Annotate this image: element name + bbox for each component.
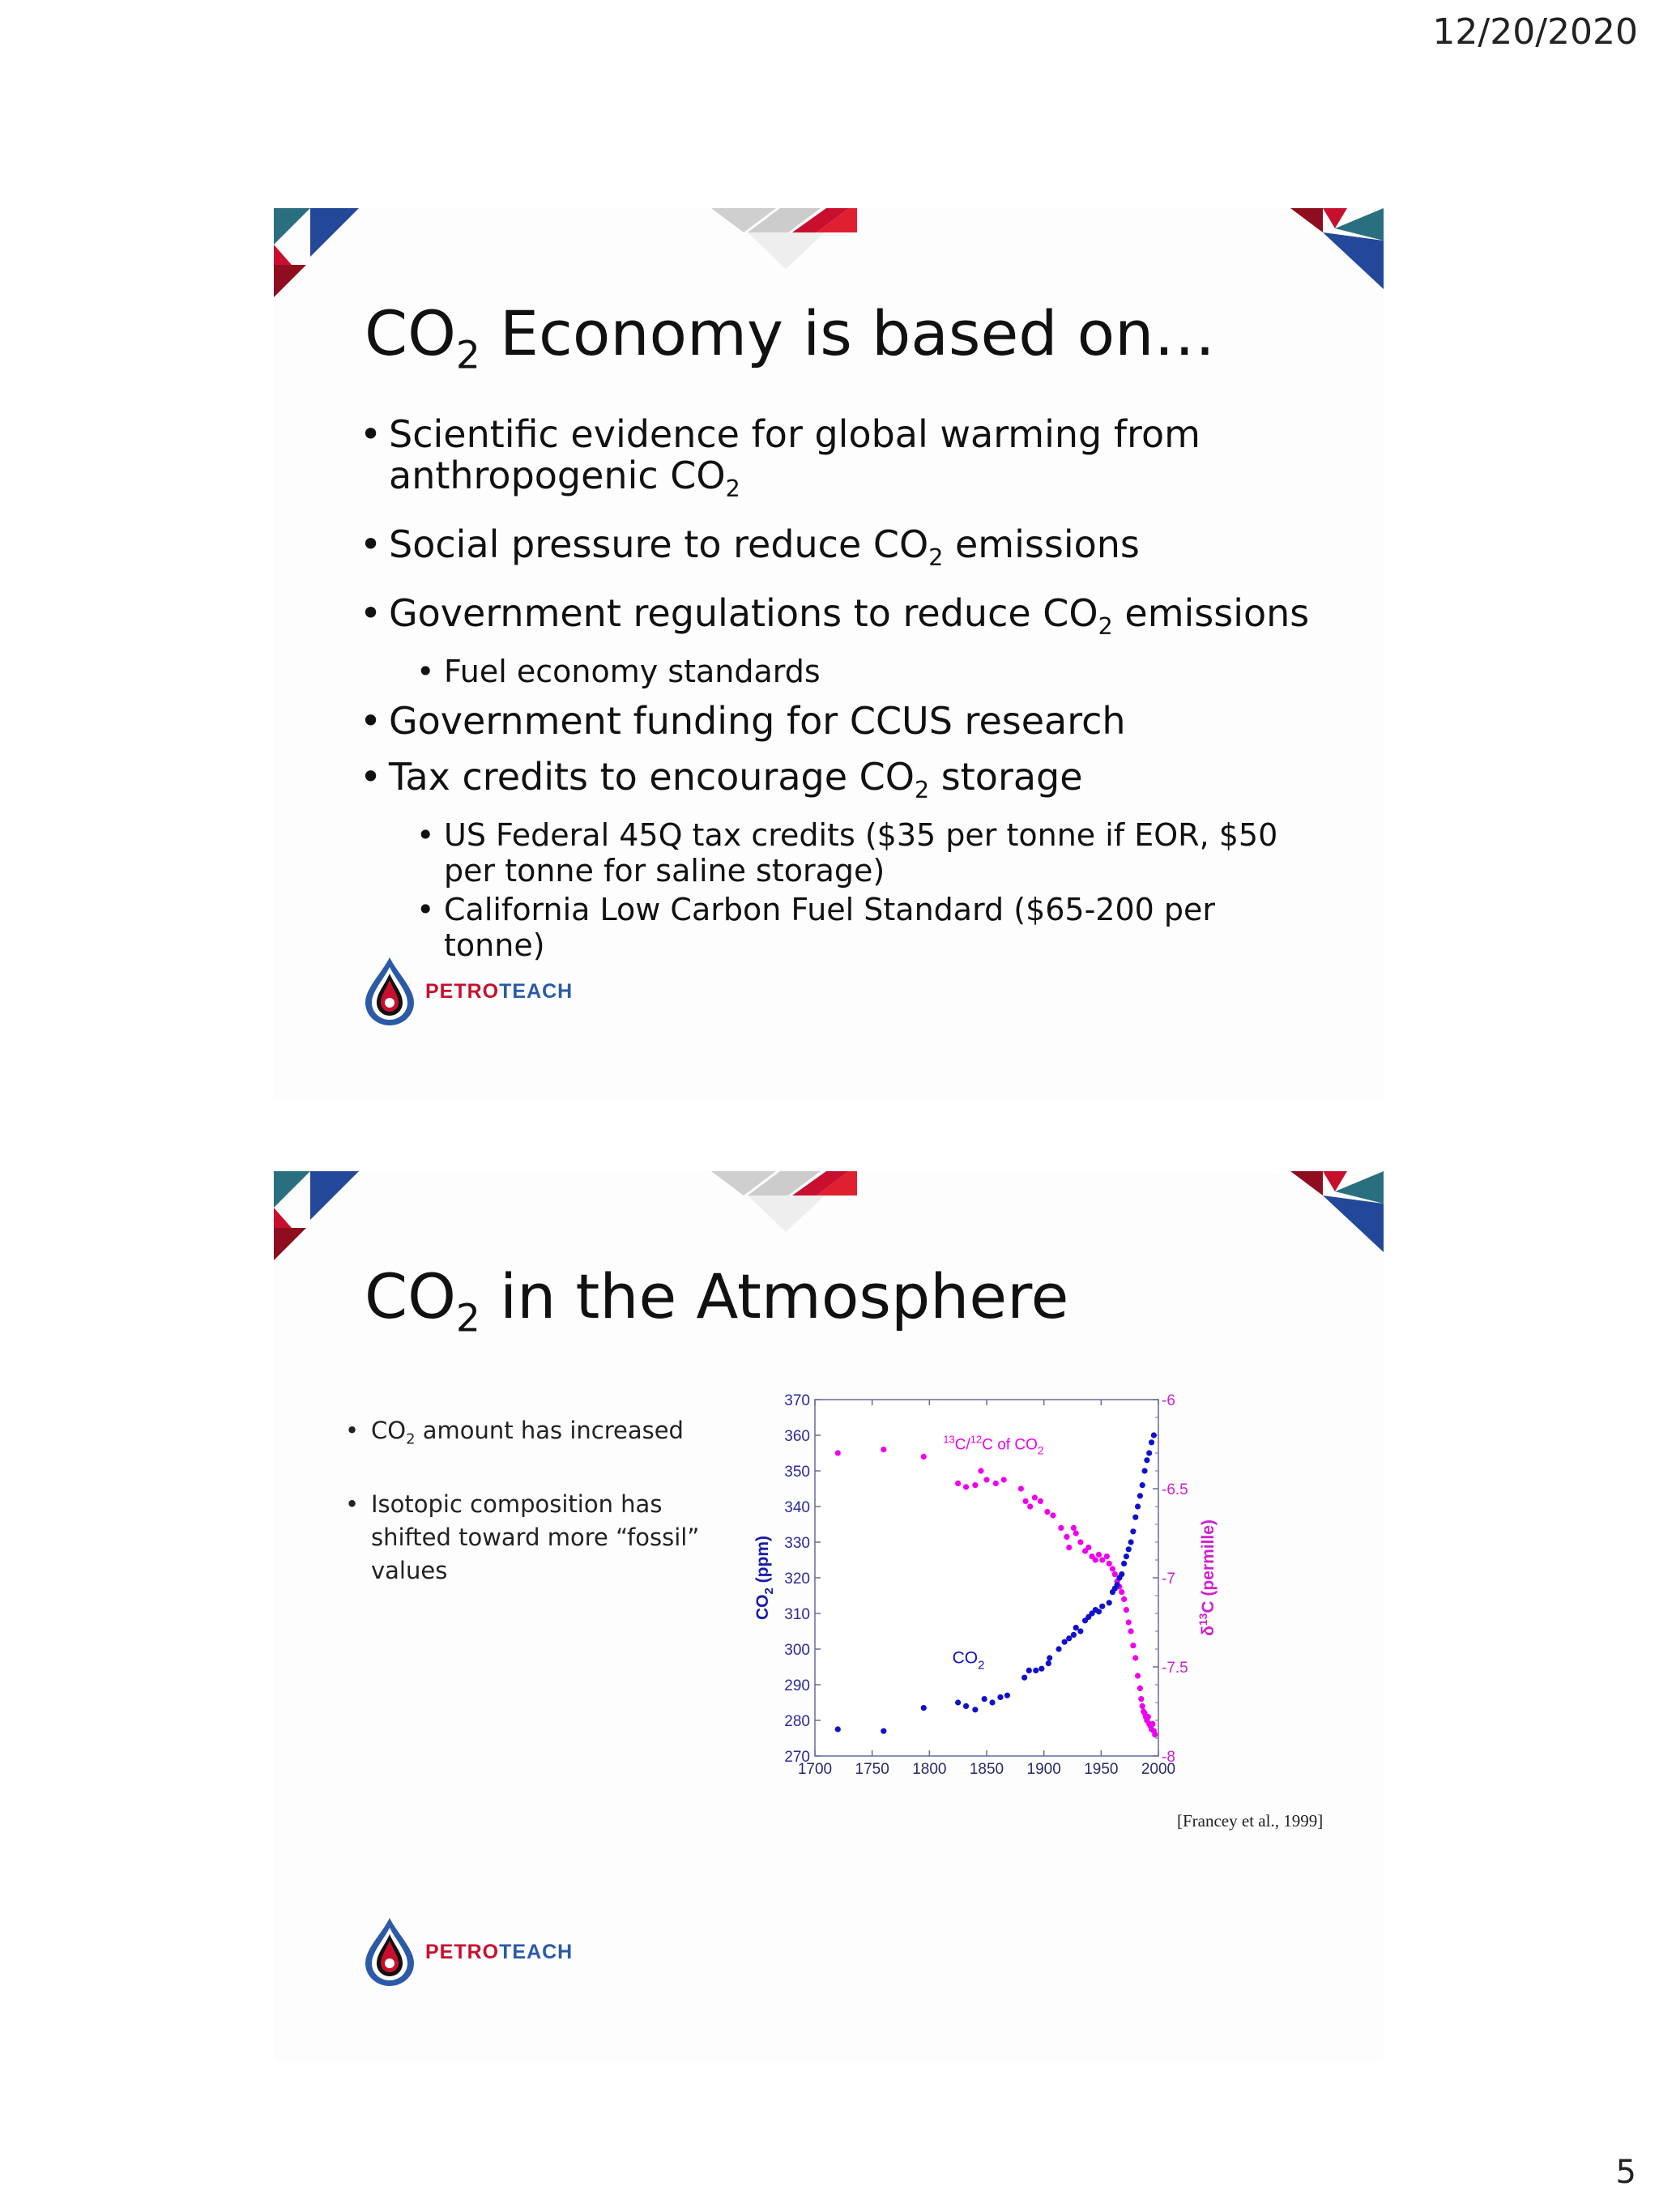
co2-data-point bbox=[1096, 1609, 1102, 1614]
isotope-data-point bbox=[1022, 1498, 1028, 1504]
isotope-data-point bbox=[1099, 1557, 1105, 1562]
co2-data-point bbox=[1047, 1655, 1052, 1660]
isotope-data-point bbox=[1107, 1561, 1112, 1566]
corner-decoration-top-right bbox=[1290, 1171, 1384, 1260]
bullet-item: • Tax credits to encourage $CO_2$ storage bbox=[360, 757, 1316, 811]
co2-data-point bbox=[1132, 1515, 1138, 1520]
isotope-data-point bbox=[835, 1450, 841, 1455]
drop-logo-icon bbox=[360, 956, 419, 1027]
logo-wordmark: PETROTEACH bbox=[425, 1941, 574, 1963]
isotope-data-point bbox=[1027, 1503, 1033, 1509]
co2-data-point bbox=[1151, 1432, 1157, 1438]
isotope-data-point bbox=[1132, 1655, 1138, 1660]
co2-data-point bbox=[1144, 1457, 1149, 1463]
co2-series-label: $CO_2$ bbox=[952, 1648, 985, 1673]
drop-logo-icon bbox=[360, 1916, 419, 1988]
isotope-data-point bbox=[1112, 1571, 1118, 1577]
isotope-data-point bbox=[1058, 1525, 1064, 1531]
co2-data-point bbox=[982, 1696, 987, 1702]
isotope-data-point bbox=[983, 1477, 989, 1482]
isotope-data-point bbox=[1126, 1619, 1132, 1625]
isotope-data-point bbox=[1064, 1534, 1069, 1540]
isotope-data-point bbox=[1140, 1703, 1145, 1709]
isotope-data-point bbox=[1044, 1509, 1050, 1515]
co2-data-point bbox=[1062, 1639, 1068, 1645]
isotope-data-point bbox=[1018, 1485, 1024, 1491]
x-tick-label: 1850 bbox=[969, 1761, 1004, 1778]
header-date: 12/20/2020 bbox=[1432, 11, 1638, 53]
co2-data-point bbox=[1146, 1450, 1152, 1455]
isotope-data-point bbox=[1137, 1686, 1143, 1691]
y-left-tick-label: 320 bbox=[784, 1571, 810, 1588]
slide-co2-atmosphere bbox=[274, 1171, 1384, 2062]
isotope-data-point bbox=[993, 1481, 999, 1486]
co2-data-point bbox=[1149, 1439, 1154, 1445]
isotope-data-point bbox=[1038, 1498, 1043, 1504]
co2-data-point bbox=[1128, 1539, 1133, 1545]
y-left-tick-label: 370 bbox=[784, 1392, 810, 1409]
bullet-list bbox=[360, 414, 1316, 974]
y-left-tick-label: 290 bbox=[784, 1677, 810, 1694]
co2-data-point bbox=[955, 1699, 961, 1705]
isotope-data-point bbox=[1104, 1554, 1110, 1559]
isotope-data-point bbox=[955, 1481, 961, 1486]
co2-data-point bbox=[1004, 1693, 1010, 1698]
isotope-data-point bbox=[1066, 1545, 1072, 1550]
co2-data-point bbox=[989, 1699, 995, 1705]
y-left-axis-label: $CO_2$ (ppm) bbox=[753, 1536, 776, 1620]
corner-decoration-top-left bbox=[274, 208, 363, 297]
isotope-data-point bbox=[1071, 1525, 1077, 1531]
isotope-data-point bbox=[1128, 1628, 1133, 1634]
isotope-data-point bbox=[1001, 1477, 1007, 1482]
co2-data-point bbox=[1066, 1635, 1072, 1641]
isotope-data-point bbox=[978, 1468, 983, 1473]
co2-data-point bbox=[1099, 1604, 1105, 1609]
x-tick-label: 1900 bbox=[1026, 1761, 1061, 1778]
co2-data-point bbox=[921, 1705, 927, 1711]
y-right-tick-label: -8 bbox=[1162, 1749, 1175, 1766]
page-number: 5 bbox=[1615, 2154, 1636, 2191]
isotope-data-point bbox=[972, 1482, 978, 1488]
isotope-data-point bbox=[1093, 1557, 1098, 1562]
y-left-tick-label: 270 bbox=[784, 1749, 810, 1766]
isotope-data-point bbox=[1077, 1539, 1083, 1545]
isotope-data-point bbox=[1138, 1696, 1144, 1702]
co2-data-point bbox=[1130, 1528, 1136, 1534]
corner-decoration-top-left bbox=[274, 1171, 363, 1260]
x-tick-label: 1950 bbox=[1084, 1761, 1119, 1778]
co2-data-point bbox=[1115, 1582, 1120, 1588]
co2-data-point bbox=[1121, 1561, 1127, 1566]
y-right-tick-label: -6 bbox=[1162, 1392, 1175, 1409]
isotope-data-point bbox=[881, 1447, 886, 1452]
isotope-data-point bbox=[1119, 1589, 1124, 1595]
co2-data-point bbox=[1124, 1554, 1129, 1559]
co2-data-point bbox=[835, 1726, 841, 1732]
co2-data-point bbox=[1056, 1646, 1061, 1652]
isotope-data-point bbox=[1130, 1643, 1136, 1648]
y-left-tick-label: 310 bbox=[784, 1606, 810, 1623]
isotope-data-point bbox=[1121, 1596, 1127, 1602]
co2-data-point bbox=[881, 1728, 886, 1734]
bullet-list bbox=[345, 1414, 726, 1620]
bullet-item: • $CO_2$ amount has increased bbox=[345, 1414, 726, 1455]
isotope-data-point bbox=[1096, 1552, 1102, 1558]
x-tick-label: 1700 bbox=[797, 1761, 833, 1778]
bullet-item: • Government funding for CCUS research bbox=[360, 701, 1316, 742]
co2-data-point bbox=[1038, 1666, 1044, 1672]
isotope-data-point bbox=[963, 1484, 969, 1490]
co2-data-point bbox=[1126, 1546, 1132, 1552]
isotope-data-point bbox=[1149, 1721, 1155, 1727]
co2-data-point bbox=[1071, 1632, 1077, 1638]
isotope-data-point bbox=[1032, 1494, 1038, 1500]
co2-data-point bbox=[963, 1703, 969, 1709]
bullet-item: • Scientific evidence for global warming from anthropogenic $CO_2$ bbox=[360, 414, 1316, 509]
isotope-data-point bbox=[1085, 1545, 1091, 1550]
y-left-tick-label: 340 bbox=[784, 1499, 810, 1516]
co2-isotope-chart bbox=[744, 1390, 1521, 1884]
slide-co2-economy bbox=[274, 208, 1384, 1099]
y-left-tick-label: 280 bbox=[784, 1713, 810, 1730]
co2-data-point bbox=[1046, 1660, 1051, 1666]
isotope-data-point bbox=[1135, 1673, 1141, 1678]
co2-data-point bbox=[1021, 1675, 1027, 1681]
y-right-tick-label: -7.5 bbox=[1162, 1660, 1188, 1677]
bullet-item: • Government regulations to reduce $CO_2$ emissions bbox=[360, 593, 1316, 647]
co2-data-point bbox=[1077, 1628, 1083, 1634]
chart-citation: [Francey et al., 1999] bbox=[1177, 1811, 1324, 1831]
co2-data-point bbox=[1137, 1493, 1143, 1498]
sub-bullet-item: • US Federal 45Q tax credits ($35 per tonne if EOR, $50 per tonne for saline storage) bbox=[416, 817, 1316, 889]
isotope-data-point bbox=[1073, 1530, 1079, 1536]
slide-title: $CO_2$ in the Atmosphere bbox=[365, 1260, 1069, 1341]
isotope-series-label: $^{13}$C/$^{12}$C of $CO_2$ bbox=[943, 1433, 1044, 1457]
co2-data-point bbox=[1107, 1600, 1112, 1605]
co2-data-point bbox=[1141, 1468, 1147, 1473]
corner-decoration-top-right bbox=[1290, 208, 1384, 297]
isotope-data-point bbox=[1124, 1607, 1129, 1613]
petroteach-logo bbox=[360, 956, 574, 1029]
y-left-tick-label: 330 bbox=[784, 1535, 810, 1552]
bullet-item: • Isotopic composition has shifted toward more “fossil” values bbox=[345, 1488, 726, 1588]
co2-data-point bbox=[1033, 1668, 1038, 1673]
sub-bullet-item: • Fuel economy standards bbox=[416, 654, 1316, 689]
isotope-data-point bbox=[1050, 1512, 1056, 1518]
isotope-data-point bbox=[1145, 1714, 1151, 1720]
y-left-tick-label: 350 bbox=[784, 1464, 810, 1481]
co2-data-point bbox=[1135, 1503, 1141, 1509]
x-tick-label: 1800 bbox=[912, 1761, 947, 1778]
x-tick-label: 1750 bbox=[855, 1761, 889, 1778]
isotope-data-point bbox=[1110, 1566, 1115, 1571]
y-right-axis-label: $\delta^{13}C$ (permille) bbox=[1196, 1519, 1218, 1636]
y-right-tick-label: -6.5 bbox=[1162, 1481, 1188, 1498]
sub-bullet-item: • California Low Carbon Fuel Standard ($65-200 per tonne) bbox=[416, 892, 1316, 963]
co2-data-point bbox=[1140, 1482, 1145, 1488]
slide-title: $CO_2$ Economy is based on… bbox=[365, 297, 1216, 378]
y-left-tick-label: 300 bbox=[784, 1642, 810, 1659]
y-right-tick-label: -7 bbox=[1162, 1571, 1175, 1588]
x-tick-label: 2000 bbox=[1141, 1761, 1176, 1778]
center-decoration bbox=[711, 1171, 954, 1236]
bullet-item: • Social pressure to reduce $CO_2$ emissions bbox=[360, 524, 1316, 578]
co2-data-point bbox=[972, 1707, 978, 1712]
isotope-data-point bbox=[921, 1454, 927, 1460]
co2-data-point bbox=[1119, 1571, 1124, 1577]
co2-data-point bbox=[1073, 1625, 1079, 1630]
isotope-data-point bbox=[1152, 1732, 1158, 1737]
center-decoration bbox=[711, 208, 954, 273]
petroteach-logo bbox=[360, 1916, 574, 1989]
y-left-tick-label: 360 bbox=[784, 1428, 810, 1445]
co2-data-point bbox=[997, 1694, 1003, 1700]
co2-data-point bbox=[1026, 1668, 1032, 1673]
logo-wordmark: PETROTEACH bbox=[425, 980, 574, 1003]
